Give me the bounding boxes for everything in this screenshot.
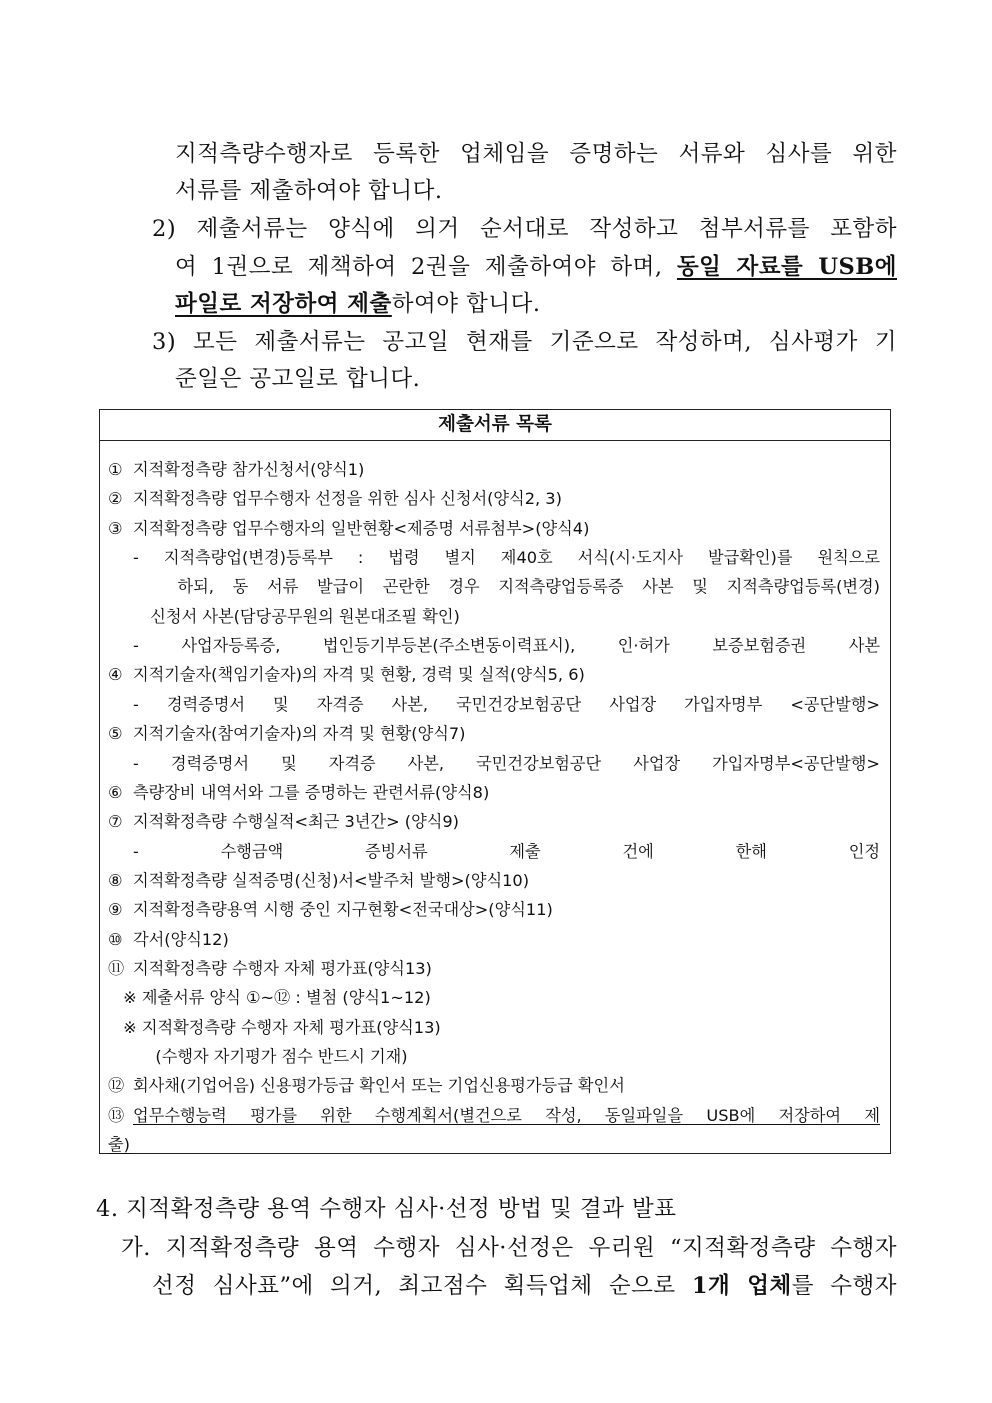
- docs-item-number: ⑩: [108, 929, 123, 949]
- docs-list-item: [108, 719, 465, 748]
- docs-item-number: ⑪: [108, 958, 125, 978]
- docs-item-text: 지적기술자(참여기술자)의 자격 및 현황(양식7): [133, 724, 466, 744]
- section-4-a-line-1: 가. 지적확정측량 용역 수행자 심사·선정은 우리원 “지적확정측량 수행자: [121, 1235, 897, 1261]
- docs-item-text: 측량장비 내역서와 그를 증명하는 관련서류(양식8): [133, 782, 490, 802]
- docs-list-item: [108, 484, 562, 513]
- docs-list-item: [108, 954, 432, 983]
- docs-item-text: ※ 제출서류 양식 ①~⑫ : 별첨 (양식1~12): [118, 988, 431, 1008]
- submission-docs-box: [99, 409, 891, 1154]
- docs-item-text: - 지적측량업(변경)등록부 : 법령 별지 제40호 서식(시·도지사 발급확인)를 원칙으로: [133, 548, 880, 568]
- section-4-a-emphasis: 1개 업체: [691, 1273, 792, 1299]
- docs-item-text: 지적확정측량 업무수행자 선정을 위한 심사 신청서(양식2, 3): [133, 489, 562, 509]
- docs-item-number: ②: [108, 489, 123, 509]
- docs-item-text: - 경력증명서 및 자격증 사본, 국민건강보험공단 사업장 가입자명부<공단발행>: [133, 753, 880, 773]
- docs-item-text: 지적확정측량 실적증명(신청)서<발주처 발행>(양식10): [133, 870, 530, 890]
- docs-item-number: ⑤: [108, 724, 123, 744]
- docs-item-number: ⑬: [108, 1105, 125, 1125]
- docs-list-item: [133, 543, 880, 572]
- docs-item-text: 각서(양식12): [133, 929, 229, 949]
- docs-list-item: [118, 1013, 441, 1042]
- docs-item-number: ⑥: [108, 782, 123, 802]
- section-4-heading: 4. 지적확정측량 용역 수행자 심사·선정 방법 및 결과 발표: [96, 1196, 677, 1222]
- docs-item-text: 신청서 사본(담당공무원의 원본대조필 확인): [140, 606, 460, 626]
- docs-list-item: [108, 807, 459, 836]
- docs-list-item: [108, 1101, 880, 1130]
- docs-list-item: [108, 1130, 130, 1159]
- section-4-a-text: 선정 심사표”에 의거, 최고점수 획득업체 순으로: [152, 1273, 692, 1299]
- docs-item-number: ⑨: [108, 900, 123, 920]
- docs-item-number: ④: [108, 665, 123, 685]
- docs-item-number: ⑫: [108, 1076, 125, 1096]
- section-4-a-text-end: 를 수행자: [791, 1273, 897, 1299]
- docs-item-text: (수행자 자기평가 점수 반드시 기재): [140, 1047, 408, 1066]
- docs-list-item: [108, 455, 364, 484]
- docs-list-item: [108, 778, 489, 807]
- paragraph-3-line-2: 준일은 공고일로 합니다.: [175, 366, 421, 392]
- paragraph-3-line-1: 3) 모든 제출서류는 공고일 현재를 기준으로 작성하며, 심사평가 기: [152, 329, 897, 355]
- docs-list-item: [133, 837, 880, 866]
- docs-item-text: - 사업자등록증, 법인등기부등본(주소변동이력표시), 인·허가 보증보험증권 사본: [133, 636, 880, 656]
- docs-item-text: 업무수행능력 평가를 위한 수행계획서(별건으로 작성, 동일파일을 USB에 저장하여 제: [133, 1105, 880, 1125]
- intro-line-2: 서류를 제출하여야 합니다.: [175, 178, 443, 204]
- docs-list-item: [118, 983, 431, 1012]
- docs-list-item: [140, 602, 460, 631]
- submission-docs-title: 제출서류 목록: [100, 410, 890, 441]
- docs-list-item: [108, 925, 229, 954]
- paragraph-2-plain: 여 1권으로 제책하여 2권을 제출하여야 하며,: [175, 254, 677, 280]
- paragraph-2-line-2: [175, 249, 897, 285]
- docs-item-text: 지적기술자(책임기술자)의 자격 및 현황, 경력 및 실적(양식5, 6): [133, 665, 585, 685]
- docs-list-item: [140, 572, 880, 601]
- docs-item-text: 회사채(기업어음) 신용평가등급 확인서 또는 기업신용평가등급 확인서: [133, 1076, 625, 1096]
- docs-item-number: ⑦: [108, 812, 123, 832]
- intro-text-1: 지적측량수행자로 등록한 업체임을 증명하는 서류와 심사를 위한: [175, 141, 897, 167]
- docs-item-text: 지적확정측량 참가신청서(양식1): [133, 460, 365, 479]
- paragraph-2-line-3: [175, 286, 541, 322]
- docs-list-item: [108, 514, 589, 543]
- section-4-a-line-2: [152, 1268, 897, 1304]
- docs-list-item: [133, 690, 880, 719]
- docs-item-text: ※ 지적확정측량 수행자 자체 평가표(양식13): [118, 1017, 441, 1037]
- docs-list-item: [133, 749, 880, 778]
- paragraph-2-plain-cont: 하여야 합니다.: [391, 291, 541, 317]
- docs-list-item: [108, 895, 553, 924]
- docs-list-item: [108, 660, 585, 689]
- docs-item-text: - 수행금액 증빙서류 제출 건에 한해 인정: [133, 841, 880, 861]
- docs-item-number: ①: [108, 460, 123, 479]
- paragraph-2-emphasis-cont: 파일로 저장하여 제출: [175, 291, 392, 317]
- docs-list-item: [140, 1042, 408, 1071]
- docs-item-number: ⑧: [108, 870, 123, 890]
- docs-list-item: [108, 1071, 625, 1100]
- paragraph-2-line-1: 2) 제출서류는 양식에 의거 순서대로 작성하고 첨부서류를 포함하: [152, 216, 897, 242]
- docs-item-text: - 경력증명서 및 자격증 사본, 국민건강보험공단 사업장 가입자명부 <공단발행>: [133, 694, 880, 714]
- intro-line-1: [175, 136, 897, 172]
- docs-item-text: 지적확정측량 수행실적<최근 3년간> (양식9): [133, 812, 459, 832]
- docs-item-text: 하되, 동 서류 발급이 곤란한 경우 지적측량업등록증 사본 및 지적측량업등록(변경): [140, 577, 880, 597]
- docs-item-text: 출): [108, 1135, 130, 1155]
- docs-item-text: 지적확정측량용역 시행 중인 지구현황<전국대상>(양식11): [133, 900, 553, 920]
- docs-item-number: ③: [108, 518, 123, 538]
- docs-item-text: 지적확정측량 수행자 자체 평가표(양식13): [133, 958, 432, 978]
- docs-list-item: [133, 631, 880, 660]
- paragraph-2-emphasis: 동일 자료를 USB에: [676, 254, 897, 280]
- docs-item-text: 지적확정측량 업무수행자의 일반현황<제증명 서류첨부>(양식4): [133, 518, 590, 538]
- docs-list-item: [108, 866, 529, 895]
